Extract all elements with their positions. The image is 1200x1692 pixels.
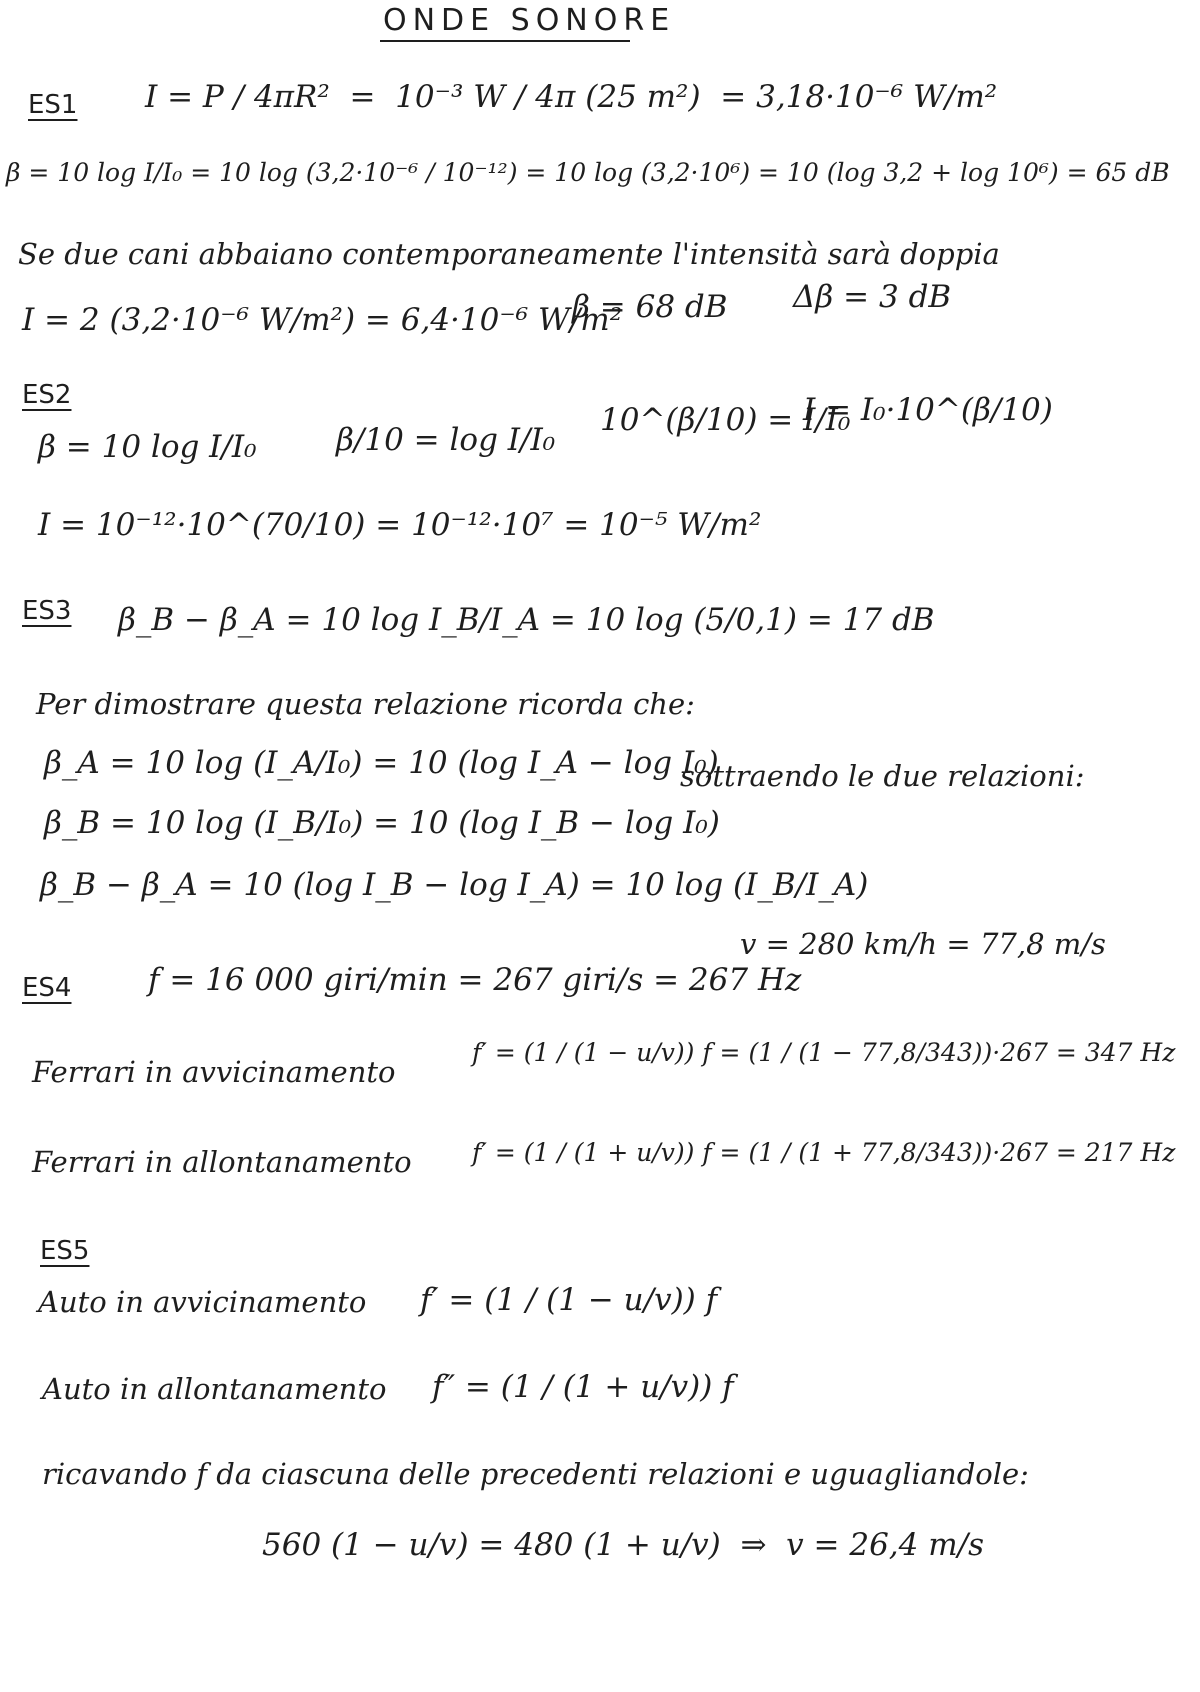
es5-note: ricavando f da ciascuna delle precedenti relazioni e uguagliandole: (42, 1457, 1029, 1491)
es2-label: ES2 (22, 380, 72, 410)
title-underline (380, 40, 630, 42)
es4-label: ES4 (22, 973, 72, 1003)
page-title: ONDE SONORE (383, 3, 676, 38)
es3-final: β_B − β_A = 10 (log I_B − log I_A) = 10 log (I_B/I_A) (40, 867, 869, 903)
es2-result: I = 10⁻¹²·10^(70/10) = 10⁻¹²·10⁷ = 10⁻⁵ W/m² (38, 507, 762, 543)
es1-delta-beta: Δβ = 3 dB (793, 279, 952, 315)
es3-beta-a: β_A = 10 log (I_A/I₀) = 10 (log I_A − log I₀) (44, 745, 719, 781)
es3-difference: β_B − β_A = 10 log I_B/I_A = 10 log (5/0,1) = 17 dB (118, 602, 935, 638)
es3-beta-b: β_B = 10 log (I_B/I₀) = 10 (log I_B − log I₀) (44, 805, 720, 841)
es2-ratio: β/10 = log I/I₀ (336, 422, 556, 458)
es5-approach-equation: f′ = (1 / (1 − u/v)) f (420, 1282, 718, 1318)
es4-recede-equation: f′ = (1 / (1 + u/v)) f = (1 / (1 + 77,8/343))·267 = 217 Hz (472, 1138, 1176, 1167)
es2-beta-definition: β = 10 log I/I₀ (38, 429, 257, 465)
es3-subtract-note: sottraendo le due relazioni: (680, 759, 1085, 793)
es4-recede-label: Ferrari in allontanamento (32, 1145, 412, 1179)
es1-note: Se due cani abbaiano contemporaneamente l'intensità sarà doppia (18, 237, 1000, 271)
es2-power: 10^(β/10) = I/I₀ (600, 402, 851, 438)
es4-approach-equation: f′ = (1 / (1 − u/v)) f = (1 / (1 − 77,8/343))·267 = 347 Hz (472, 1038, 1176, 1067)
es4-speed: v = 280 km/h = 77,8 m/s (740, 927, 1106, 961)
es1-label: ES1 (28, 90, 78, 120)
es1-double-beta: β = 68 dB (572, 289, 728, 325)
es4-frequency: f = 16 000 giri/min = 267 giri/s = 267 Hz (148, 962, 802, 998)
es5-approach-label: Auto in avvicinamento (38, 1285, 367, 1319)
es4-approach-label: Ferrari in avvicinamento (32, 1055, 396, 1089)
es1-double-intensity: I = 2 (3,2·10⁻⁶ W/m²) = 6,4·10⁻⁶ W/m² (22, 302, 623, 338)
es1-beta: β = 10 log I/I₀ = 10 log (3,2·10⁻⁶ / 10⁻¹²) = 10 log (3,2·10⁶) = 10 (log 3,2 + log 10⁶) = 65 dB (6, 158, 1170, 187)
es3-label: ES3 (22, 596, 72, 626)
es5-final: 560 (1 − u/v) = 480 (1 + u/v) ⇒ v = 26,4 m/s (262, 1527, 984, 1563)
es5-label: ES5 (40, 1236, 90, 1266)
es1-intensity: I = P / 4πR² = 10⁻³ W / 4π (25 m²) = 3,18·10⁻⁶ W/m² (145, 79, 998, 115)
es2-solve: I = I₀·10^(β/10) (803, 392, 1053, 428)
es5-recede-equation: f″ = (1 / (1 + u/v)) f (432, 1369, 734, 1405)
es5-recede-label: Auto in allontanamento (42, 1372, 387, 1406)
es3-note: Per dimostrare questa relazione ricorda che: (36, 687, 695, 721)
